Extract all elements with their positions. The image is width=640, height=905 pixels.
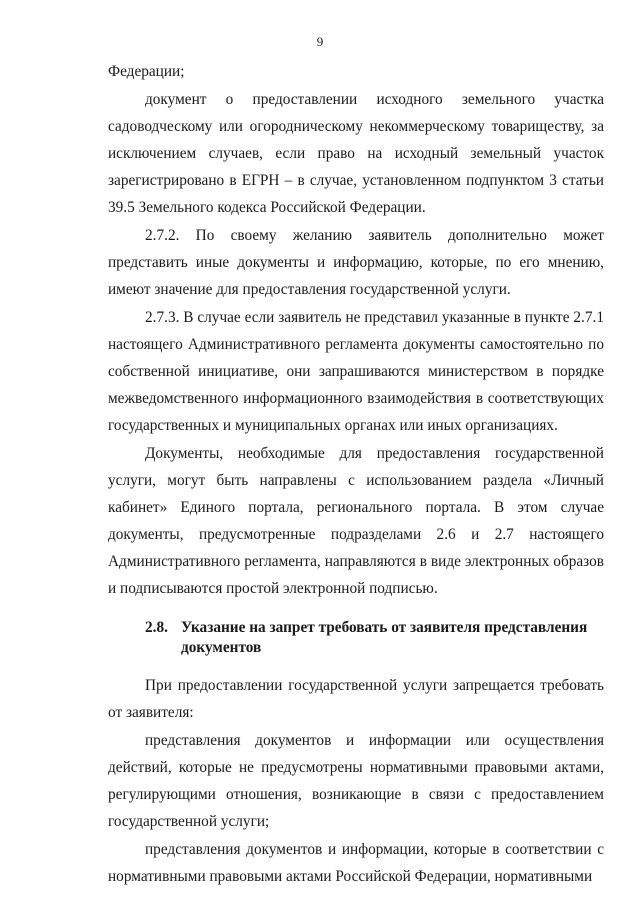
paragraph: При предоставлении государственной услуги запрещается требовать от заявителя: (108, 677, 604, 721)
page-number: 9 (316, 34, 324, 49)
paragraph: Документы, необходимые для предоставления государственной услуги, могут быть направлены с использованием раздела «Личный кабинет» Единого портала, регионального портала. В этом случае документы, предусмотренные подразделами 2.6 и 2.7 настоящего Административного регламента, направляются в виде электронных образов и подписываются простой электронной подписью. (108, 445, 604, 597)
paragraph: 2.7.2. По своему желанию заявитель дополнительно может представить иные документы и информацию, которые, по его мнению, имеют значение для предоставления государственной услуги. (108, 227, 604, 298)
document-body (108, 58, 604, 890)
paragraph: Федерации; (108, 63, 185, 80)
section-title: Указание на запрет требовать от заявителя представления документов (181, 619, 588, 656)
paragraph: представления документов и информации или осуществления действий, которые не предусмотрены нормативными правовыми актами, регулирующими отношения, возникающие в связи с предоставлением государственной услуги; (108, 732, 604, 830)
paragraph: представления документов и информации, которые в соответствии с нормативными правовыми актами Российской Федерации, нормативными (108, 841, 604, 885)
paragraph: 2.7.3. В случае если заявитель не представил указанные в пункте 2.7.1 настоящего Административного регламента документы самостоятельно по собственной инициативе, они запрашиваются министерством в порядке межведомственного информационного взаимодействия в соответствующих государственных и муниципальных органах или иных организациях. (108, 309, 604, 434)
section-heading (108, 618, 604, 658)
paragraph: документ о предоставлении исходного земельного участка садоводческому или огородническому некоммерческому товариществу, за исключением случаев, если право на исходный земельный участок зарегистрировано в ЕГРН – в случае, установленном подпунктом 3 статьи 39.5 Земельного кодекса Российской Федерации. (108, 91, 604, 216)
section-number: 2.8. (145, 619, 168, 636)
